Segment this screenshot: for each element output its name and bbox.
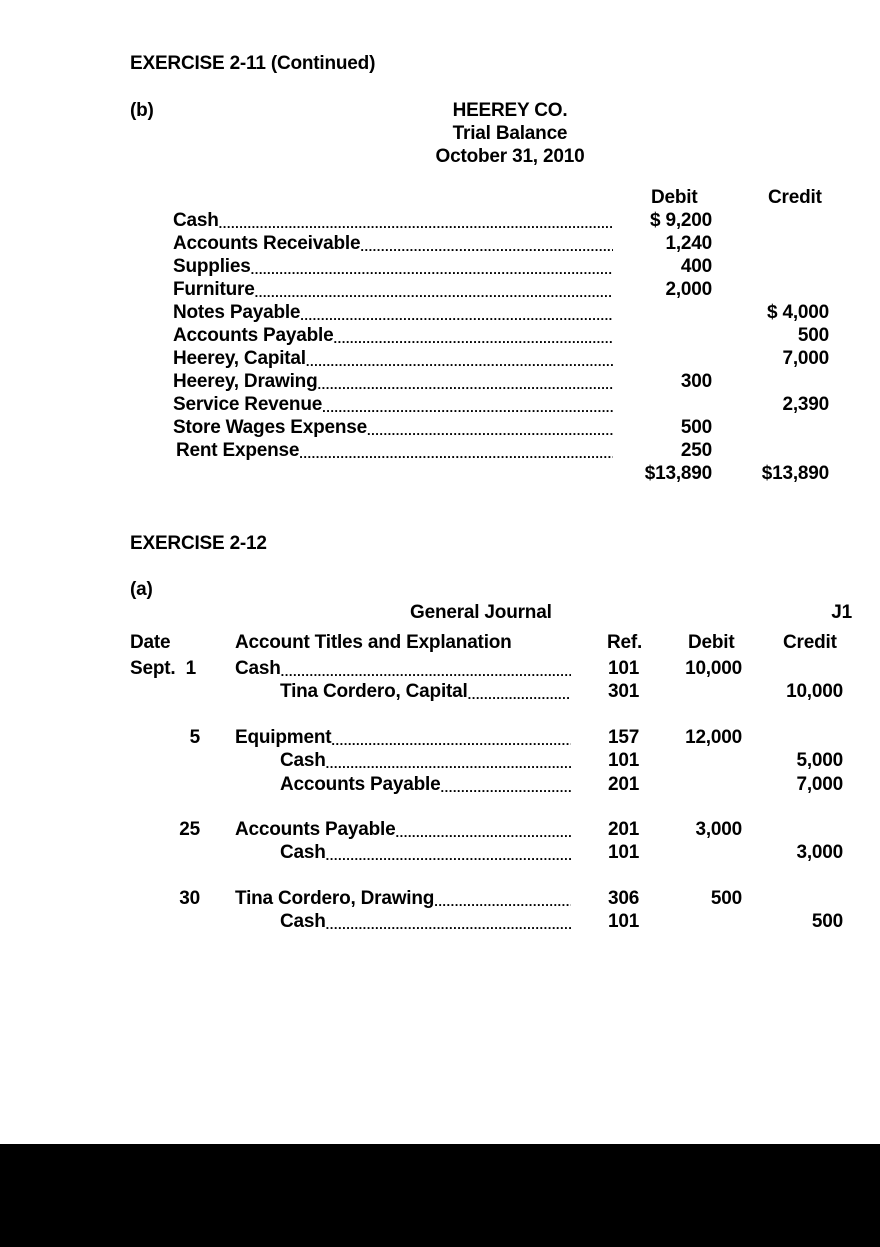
- account-name: Service Revenue: [173, 394, 323, 415]
- leader-dots: [255, 285, 613, 301]
- entry-date: Sept. 1: [130, 658, 196, 679]
- entry-date: 25: [179, 819, 200, 840]
- account-header: Account Titles and Explanation: [235, 632, 512, 653]
- leader-dots: [333, 331, 613, 347]
- leader-dots: [360, 239, 613, 255]
- ref-number: 101: [608, 658, 640, 679]
- debit-amount: 250: [680, 440, 712, 461]
- leader-dots: [251, 262, 613, 278]
- ref-number: 306: [608, 888, 640, 909]
- account-name: Cash: [280, 842, 326, 863]
- account-name: Cash: [280, 911, 326, 932]
- entry-date: 5: [189, 727, 200, 748]
- leader-dots: [306, 354, 613, 370]
- leader-dots: [326, 917, 571, 933]
- leader-dots: [326, 848, 571, 864]
- account-name: Furniture: [173, 279, 255, 300]
- leader-dots: [219, 216, 613, 232]
- debit-amount: 2,000: [665, 279, 712, 300]
- account-name: Heerey, Capital: [173, 348, 306, 369]
- exercise-heading: EXERCISE 2-11 (Continued): [130, 53, 376, 74]
- account-name: Rent Expense: [176, 440, 300, 461]
- account-name: Notes Payable: [173, 302, 301, 323]
- account-name: Tina Cordero, Drawing: [235, 888, 435, 909]
- debit-amount: 300: [680, 371, 712, 392]
- total-debit: $13,890: [644, 463, 712, 484]
- statement-date: October 31, 2010: [435, 146, 585, 167]
- ref-number: 201: [608, 819, 640, 840]
- ref-number: 157: [608, 727, 640, 748]
- leader-dots: [317, 377, 613, 393]
- account-name: Accounts Payable: [280, 774, 441, 795]
- account-name: Supplies: [173, 256, 251, 277]
- leader-dots: [300, 308, 613, 324]
- debit-amount: 500: [680, 417, 712, 438]
- credit-amount: $ 4,000: [767, 302, 829, 323]
- exercise-heading: EXERCISE 2-12: [130, 533, 267, 554]
- credit-amount: 5,000: [796, 750, 843, 771]
- account-name: Tina Cordero, Capital: [280, 681, 468, 702]
- credit-header: Credit: [783, 632, 837, 653]
- leader-dots: [331, 733, 571, 749]
- account-name: Cash: [235, 658, 281, 679]
- debit-amount: $ 9,200: [650, 210, 712, 231]
- debit-amount: 400: [680, 256, 712, 277]
- debit-amount: 3,000: [695, 819, 742, 840]
- debit-header: Debit: [688, 632, 735, 653]
- account-name: Store Wages Expense: [173, 417, 368, 438]
- leader-dots: [434, 894, 571, 910]
- account-name: Cash: [173, 210, 219, 231]
- debit-amount: 500: [710, 888, 742, 909]
- account-name: Equipment: [235, 727, 332, 748]
- ref-number: 101: [608, 750, 640, 771]
- credit-amount: 7,000: [782, 348, 829, 369]
- journal-page: J1: [831, 602, 852, 623]
- date-header: Date: [130, 632, 171, 653]
- bottom-black-band: [0, 1144, 880, 1247]
- leader-dots: [326, 756, 571, 772]
- leader-dots: [395, 825, 571, 841]
- credit-header: Credit: [768, 187, 822, 208]
- leader-dots: [299, 446, 613, 462]
- account-name: Accounts Payable: [235, 819, 396, 840]
- account-name: Accounts Receivable: [173, 233, 361, 254]
- account-name: Heerey, Drawing: [173, 371, 318, 392]
- ref-number: 301: [608, 681, 640, 702]
- account-name: Cash: [280, 750, 326, 771]
- leader-dots: [468, 687, 571, 703]
- ref-number: 201: [608, 774, 640, 795]
- part-label: (b): [130, 100, 154, 121]
- credit-amount: 3,000: [796, 842, 843, 863]
- leader-dots: [440, 780, 571, 796]
- ref-header: Ref.: [607, 632, 643, 653]
- credit-amount: 500: [797, 325, 829, 346]
- part-label: (a): [130, 579, 153, 600]
- statement-title: Trial Balance: [452, 123, 568, 144]
- credit-amount: 7,000: [796, 774, 843, 795]
- credit-amount: 10,000: [786, 681, 843, 702]
- total-credit: $13,890: [761, 463, 829, 484]
- entry-date: 30: [179, 888, 200, 909]
- account-name: Accounts Payable: [173, 325, 334, 346]
- leader-dots: [367, 423, 613, 439]
- debit-amount: 10,000: [685, 658, 742, 679]
- leader-dots: [281, 664, 571, 680]
- journal-title: General Journal: [410, 602, 552, 623]
- debit-header: Debit: [651, 187, 698, 208]
- credit-amount: 500: [811, 911, 843, 932]
- ref-number: 101: [608, 911, 640, 932]
- leader-dots: [322, 400, 613, 416]
- debit-amount: 1,240: [665, 233, 712, 254]
- ref-number: 101: [608, 842, 640, 863]
- debit-amount: 12,000: [685, 727, 742, 748]
- company-name: HEEREY CO.: [452, 100, 568, 121]
- credit-amount: 2,390: [782, 394, 829, 415]
